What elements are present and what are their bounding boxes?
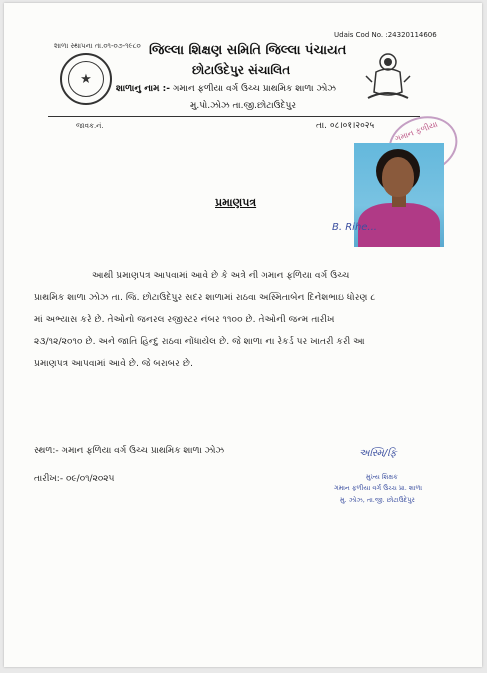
school-name: ગમાન ફળીયા વર્ગ ઉચ્ચ પ્રાથમિક શાળા ઝોઝ — [172, 84, 336, 94]
body-line: ૨૩/૧૨/૨૦૧૦ છે. અને જાતિ હિન્દુ રાઠવા નોંધાયેલ છે. જે શાળા ના રેકર્ડ પર ખાતરી કરી આ — [34, 336, 365, 347]
body-line: પ્રમાણપત્ર આપવામાં આવે છે. જે બરાબર છે. — [34, 358, 193, 369]
date-line: તારીખ:- ૦૯/૦૧/૨૦૨૫ — [34, 474, 115, 484]
place-line: સ્થળ:- ગમાન ફળિયા વર્ગ ઉચ્ચ પ્રાથમિક શાળા ઝોઝ — [34, 446, 225, 456]
established-date: શાળા સ્થાપના તા.૦૧-૦૭-૧૯૮૦ — [54, 42, 141, 50]
school-name-label: શાળાનુ નામ :- — [116, 84, 170, 94]
school-name-row — [116, 84, 336, 94]
header-date: તા. ०८।०१।२०२५ — [316, 121, 375, 131]
certificate-page — [4, 3, 482, 667]
panchayat-logo-icon: ★ — [60, 53, 112, 105]
signature-title: મુખ્ય શિક્ષક — [366, 473, 398, 481]
certificate-title: પ્રમાણપત્ર — [215, 196, 257, 209]
signature-school: ગમાન ફળીયા વર્ગ ઉચ્ચ પ્રા. શાળા — [334, 484, 423, 492]
certificate-body — [34, 268, 454, 378]
school-address: મુ.પો.ઝોઝ તા.જી.છોટાઉદેપુર — [190, 101, 296, 111]
header-divider — [48, 116, 420, 117]
body-line: આથી પ્રમાણપત્ર આપવામાં આવે છે કે અત્રે ની ગમાન ફળિયા વર્ગ ઉચ્ચ — [92, 270, 350, 281]
stamp-text: ગમાન ફળીયા — [393, 119, 439, 144]
header-line2: છોટાઉદેપુર સંચાલિત — [192, 63, 291, 77]
principal-signature: અસ્મિ/ફિ — [359, 448, 397, 459]
saraswati-emblem-icon — [362, 48, 414, 104]
signature-address: મુ. ઝોઝ, તા.જી. છોટાઉદેપુર — [340, 496, 415, 504]
udise-code: Udais Cod No. :24320114606 — [334, 31, 437, 39]
photo-signature: B. Rihe... — [332, 222, 377, 233]
javak-number: જાવક.નં. — [76, 122, 104, 130]
body-line: માં અભ્યાસ કરે છે. તેઓનો જનરલ રજીસ્ટર નંબર ૧૧૦૦ છે. તેઓની જન્મ તારીખ — [34, 314, 335, 325]
header-line1: જિલ્લા શિક્ષણ સમિતિ જિલ્લા પંચાયત — [149, 43, 347, 58]
body-line: પ્રાથમિક શાળા ઝોઝ તા. જિ. છોટાઉદેપુર સદર શાળામાં રાઠવા અસ્મિતાબેન દિનેશભાઇ ધોરણ ૮ — [34, 292, 376, 303]
